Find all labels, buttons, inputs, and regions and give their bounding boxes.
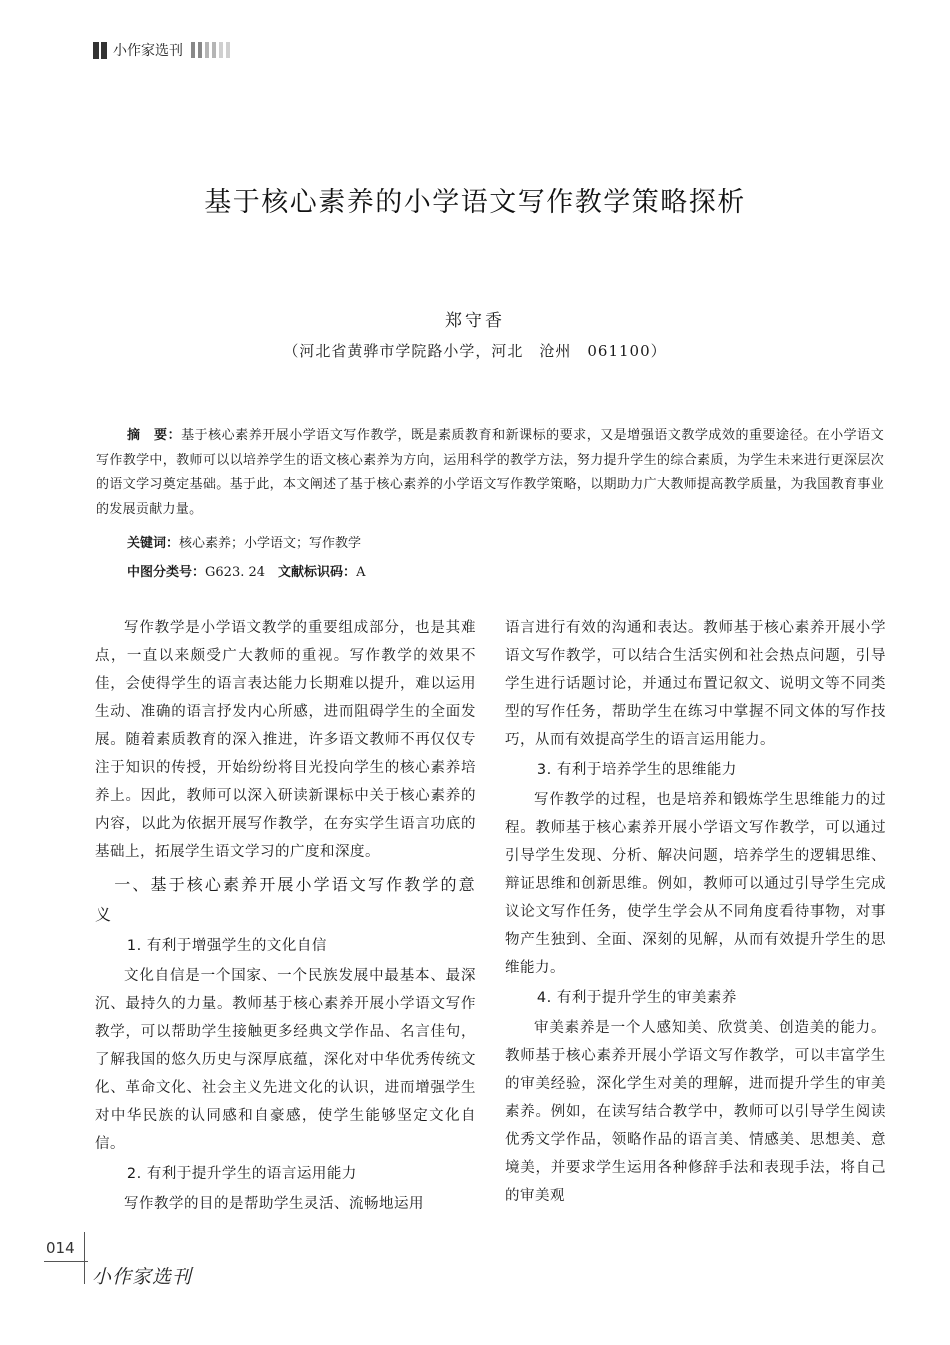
intro-paragraph: 写作教学是小学语文教学的重要组成部分，也是其难点，一直以来颇受广大教师的重视。写作教学的效果不佳，会使得学生的语言表达能力长期难以提升，难以运用生动、准确的语言抒发内心所感，进而阻碍学生的全面发展。随着素质教育的深入推进，许多语文教师不再仅仅专注于知识的传授，开始纷纷将目光投向学生的核心素养培养上。因此，教师可以深入研读新课标中关于核心素养的内容，以此为依据开展写作教学，在夯实学生语言功底的基础上，拓展学生语文学习的广度和深度。	[95, 620, 476, 860]
doc-code-label: 文献标识码：	[278, 565, 357, 580]
subsection-4-heading: 4. 有利于提升学生的审美素养	[536, 990, 737, 1006]
subsection-4-paragraph: 审美素养是一个人感知美、欣赏美、创造美的能力。教师基于核心素养开展小学语文写作教学，可以丰富学生的审美经验，深化学生对美的理解，进而提升学生的审美素养。例如，在读写结合教学中，教师可以引导学生阅读优秀文学作品，领略作品的语言美、情感美、思想美、意境美，并要求学生运用各种修辞手法和表现手法，将自己的审美观	[505, 1020, 886, 1204]
doc-code-value: A	[356, 565, 366, 580]
abstract	[96, 424, 884, 522]
journal-name: 小作家选刊	[113, 43, 183, 59]
subsection-1-heading: 1. 有利于增强学生的文化自信	[126, 938, 327, 954]
footer-vertical-rule	[84, 1232, 85, 1284]
classification-line	[127, 561, 365, 580]
header-bars-left-decoration	[93, 42, 107, 59]
author-affiliation: （河北省黄骅市学院路小学，河北 沧州 061100）	[283, 342, 667, 360]
subsection-3-heading: 3. 有利于培养学生的思维能力	[536, 762, 737, 778]
subsection-2-continued-paragraph: 语言进行有效的沟通和表达。教师基于核心素养开展小学语文写作教学，可以结合生活实例和社会热点问题，引导学生进行话题讨论，并通过布置记叙文、说明文等不同类型的写作任务，帮助学生在练习中掌握不同文体的写作技巧，从而有效提高学生的语言运用能力。	[505, 620, 886, 748]
class-label: 中图分类号：	[127, 565, 206, 580]
article-title: 基于核心素养的小学语文写作教学策略探析	[204, 187, 746, 218]
class-value: G623. 24	[205, 565, 266, 580]
header-bars-right-decoration	[191, 42, 230, 58]
running-header	[93, 40, 230, 60]
article-author: 郑守香	[445, 311, 505, 331]
page-number: 014	[46, 1239, 75, 1257]
keywords-line	[127, 532, 361, 551]
keywords-label: 关键词：	[127, 536, 180, 551]
left-column	[95, 614, 476, 1218]
abstract-label: 摘 要：	[127, 428, 182, 443]
abstract-text: 基于核心素养开展小学语文写作教学，既是素质教育和新课标的要求，又是增强语文教学成效的重要途径。在小学语文写作教学中，教师可以以培养学生的语文核心素养为方向，运用科学的教学方法，努力提升学生的综合素质，为学生未来进行更深层次的语文学习奠定基础。基于此，本文阐述了基于核心素养的小学语文写作教学策略，以期助力广大教师提高教学质量，为我国教育事业的发展贡献力量。	[96, 428, 884, 517]
subsection-2-paragraph: 写作教学的目的是帮助学生灵活、流畅地运用	[124, 1196, 424, 1212]
journal-logo: 小作家选刊	[92, 1266, 193, 1288]
right-column	[505, 614, 886, 1210]
keywords-value: 核心素养；小学语文；写作教学	[179, 536, 362, 551]
subsection-3-paragraph: 写作教学的过程，也是培养和锻炼学生思维能力的过程。教师基于核心素养开展小学语文写作教学，可以通过引导学生发现、分析、解决问题，培养学生的逻辑思维、辩证思维和创新思维。例如，教师可以通过引导学生完成议论文写作任务，使学生学会从不同角度看待事物，对事物产生独到、全面、深刻的见解，从而有效提升学生的思维能力。	[505, 792, 886, 976]
section-1-heading: 一、基于核心素养开展小学语文写作教学的意义	[95, 875, 476, 924]
subsection-2-heading: 2. 有利于提升学生的语言运用能力	[126, 1166, 357, 1182]
footer-horizontal-rule	[44, 1261, 88, 1262]
subsection-1-paragraph: 文化自信是一个国家、一个民族发展中最基本、最深沉、最持久的力量。教师基于核心素养开展小学语文写作教学，可以帮助学生接触更多经典文学作品、名言佳句，了解我国的悠久历史与深厚底蕴，深化对中华优秀传统文化、革命文化、社会主义先进文化的认识，进而增强学生对中华民族的认同感和自豪感，使学生能够坚定文化自信。	[95, 968, 476, 1152]
